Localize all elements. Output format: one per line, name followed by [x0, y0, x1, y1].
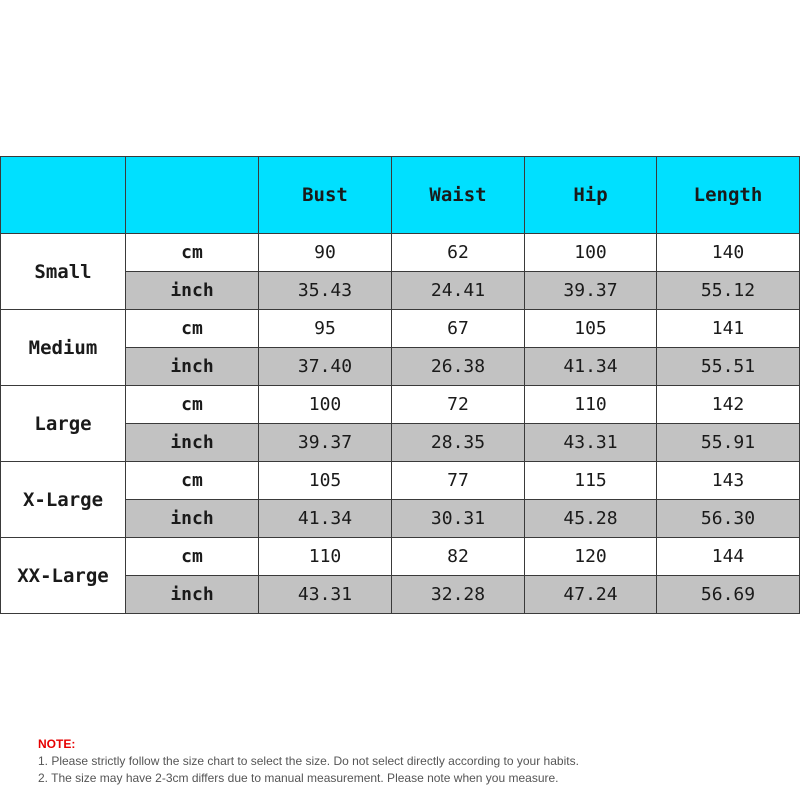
waist-cm: 62 [392, 234, 525, 272]
header-row [1, 157, 800, 234]
waist-cm: 77 [392, 462, 525, 500]
hip-cm: 115 [525, 462, 657, 500]
bust-cm: 95 [259, 310, 392, 348]
hip-inch: 47.24 [525, 576, 657, 614]
hip-cm: 110 [525, 386, 657, 424]
header-bust: Bust [259, 157, 392, 234]
unit-inch: inch [126, 424, 259, 462]
size-name-xx-large: XX-Large [1, 538, 126, 614]
length-inch: 55.51 [657, 348, 800, 386]
table-row [1, 462, 800, 500]
length-inch: 56.30 [657, 500, 800, 538]
unit-cm: cm [126, 462, 259, 500]
length-cm: 140 [657, 234, 800, 272]
waist-cm: 72 [392, 386, 525, 424]
waist-inch: 24.41 [392, 272, 525, 310]
size-name-small: Small [1, 234, 126, 310]
bust-cm: 90 [259, 234, 392, 272]
waist-inch: 30.31 [392, 500, 525, 538]
unit-cm: cm [126, 538, 259, 576]
header-waist: Waist [392, 157, 525, 234]
header-corner-unit [126, 157, 259, 234]
size-chart-table [0, 156, 800, 614]
hip-inch: 39.37 [525, 272, 657, 310]
length-inch: 55.12 [657, 272, 800, 310]
waist-inch: 26.38 [392, 348, 525, 386]
hip-cm: 105 [525, 310, 657, 348]
bust-cm: 105 [259, 462, 392, 500]
table-row [1, 234, 800, 272]
bust-inch: 37.40 [259, 348, 392, 386]
hip-cm: 100 [525, 234, 657, 272]
table-row [1, 310, 800, 348]
unit-cm: cm [126, 234, 259, 272]
waist-inch: 28.35 [392, 424, 525, 462]
bust-cm: 110 [259, 538, 392, 576]
unit-inch: inch [126, 348, 259, 386]
note-line: 2. The size may have 2-3cm differs due to manual measurement. Please note when you measure. [38, 771, 559, 785]
bust-inch: 35.43 [259, 272, 392, 310]
table-row [1, 538, 800, 576]
waist-cm: 67 [392, 310, 525, 348]
bust-inch: 39.37 [259, 424, 392, 462]
hip-inch: 45.28 [525, 500, 657, 538]
size-name-x-large: X-Large [1, 462, 126, 538]
length-cm: 141 [657, 310, 800, 348]
unit-cm: cm [126, 386, 259, 424]
waist-inch: 32.28 [392, 576, 525, 614]
bust-inch: 43.31 [259, 576, 392, 614]
bust-inch: 41.34 [259, 500, 392, 538]
unit-inch: inch [126, 272, 259, 310]
length-cm: 143 [657, 462, 800, 500]
unit-inch: inch [126, 576, 259, 614]
size-name-medium: Medium [1, 310, 126, 386]
header-hip: Hip [525, 157, 657, 234]
table-row [1, 386, 800, 424]
note-line: 1. Please strictly follow the size chart to select the size. Do not select directly according to your habits. [38, 754, 579, 768]
hip-inch: 43.31 [525, 424, 657, 462]
unit-cm: cm [126, 310, 259, 348]
notes-section [38, 736, 579, 787]
length-cm: 142 [657, 386, 800, 424]
note-title: NOTE: [38, 737, 76, 751]
header-length: Length [657, 157, 800, 234]
hip-cm: 120 [525, 538, 657, 576]
size-name-large: Large [1, 386, 126, 462]
header-corner-size [1, 157, 126, 234]
length-inch: 55.91 [657, 424, 800, 462]
waist-cm: 82 [392, 538, 525, 576]
bust-cm: 100 [259, 386, 392, 424]
hip-inch: 41.34 [525, 348, 657, 386]
length-cm: 144 [657, 538, 800, 576]
length-inch: 56.69 [657, 576, 800, 614]
unit-inch: inch [126, 500, 259, 538]
